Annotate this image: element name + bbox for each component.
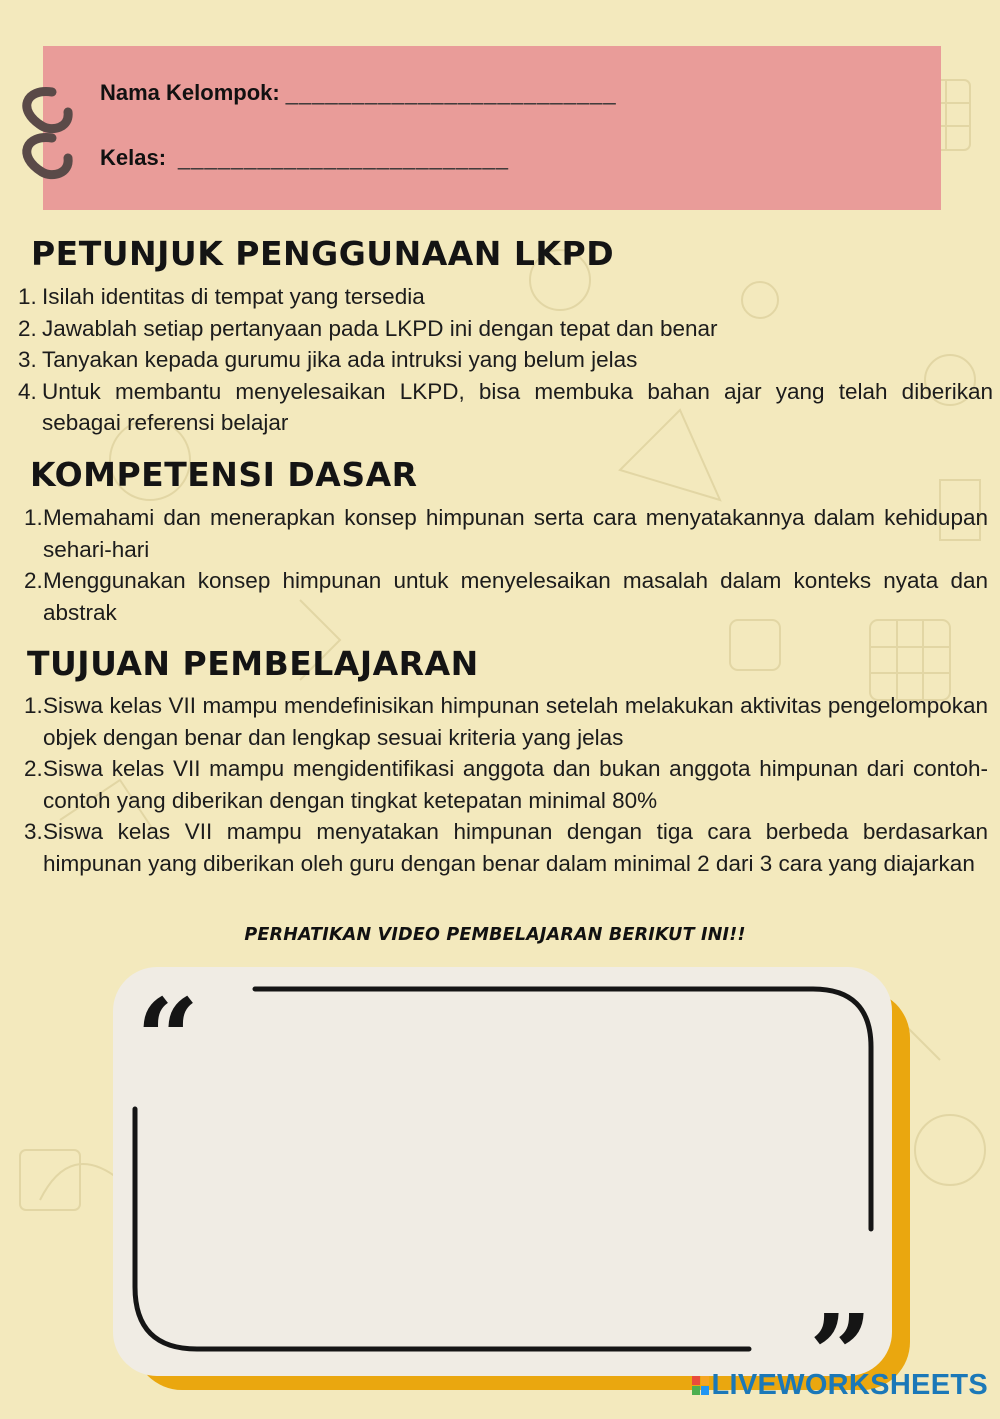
group-name-row xyxy=(100,80,617,106)
tujuan-list xyxy=(24,690,988,879)
binder-ring-icon xyxy=(12,86,82,186)
list-item: 4. Untuk membantu menyelesaikan LKPD, bisa membuka bahan ajar yang telah diberikan sebagai referensi belajar xyxy=(18,378,993,435)
list-item: 1. Siswa kelas VII mampu mendefinisikan himpunan setelah melakukan aktivitas pengelompokan objek dengan benar dan lengkap sesuai kriteria yang jelas xyxy=(24,693,988,750)
liveworksheets-logo xyxy=(692,1369,989,1402)
class-field[interactable]: _________________________ xyxy=(178,145,509,170)
kompetensi-title: KOMPETENSI DASAR xyxy=(30,455,418,494)
identity-box xyxy=(43,46,941,210)
petunjuk-list xyxy=(18,281,993,439)
tujuan-title: TUJUAN PEMBELAJARAN xyxy=(27,644,479,683)
list-item: 1. Memahami dan menerapkan konsep himpunan serta cara menyatakannya dalam kehidupan sehari-hari xyxy=(24,505,988,562)
video-instruction: PERHATIKAN VIDEO PEMBELAJARAN BERIKUT INI!! xyxy=(244,925,746,945)
list-item: 2. Menggunakan konsep himpunan untuk menyelesaikan masalah dalam konteks nyata dan abstrak xyxy=(24,568,988,625)
group-name-label: Nama Kelompok: xyxy=(100,80,280,105)
liveworksheets-icon xyxy=(692,1376,709,1395)
list-item: 2. Jawablah setiap pertanyaan pada LKPD ini dengan tepat dan benar xyxy=(18,315,718,341)
liveworksheets-text: LIVEWORKSHEETS xyxy=(711,1369,988,1401)
quote-open-icon: “ xyxy=(136,974,200,1103)
list-item: 2. Siswa kelas VII mampu mengidentifikasi anggota dan bukan anggota himpunan dari contoh-contoh yang diberikan dengan tingkat ketepatan minimal 80% xyxy=(24,756,988,813)
kompetensi-list xyxy=(24,502,988,628)
group-name-field[interactable]: _________________________ xyxy=(285,80,617,105)
petunjuk-title: PETUNJUK PENGGUNAAN LKPD xyxy=(31,234,615,273)
quote-close-icon: ” xyxy=(809,1290,873,1419)
class-row xyxy=(100,145,509,171)
video-frame-border xyxy=(113,967,892,1376)
list-item: 3. Siswa kelas VII mampu menyatakan himpunan dengan tiga cara berbeda berdasarkan himpunan yang diberikan oleh guru dengan benar dalam minimal 2 dari 3 cara yang diajarkan xyxy=(24,819,988,876)
list-item: 3. Tanyakan kepada gurumu jika ada intruksi yang belum jelas xyxy=(18,347,638,372)
class-label: Kelas: xyxy=(100,145,167,170)
list-item: 1. Isilah identitas di tempat yang tersedia xyxy=(18,284,425,309)
